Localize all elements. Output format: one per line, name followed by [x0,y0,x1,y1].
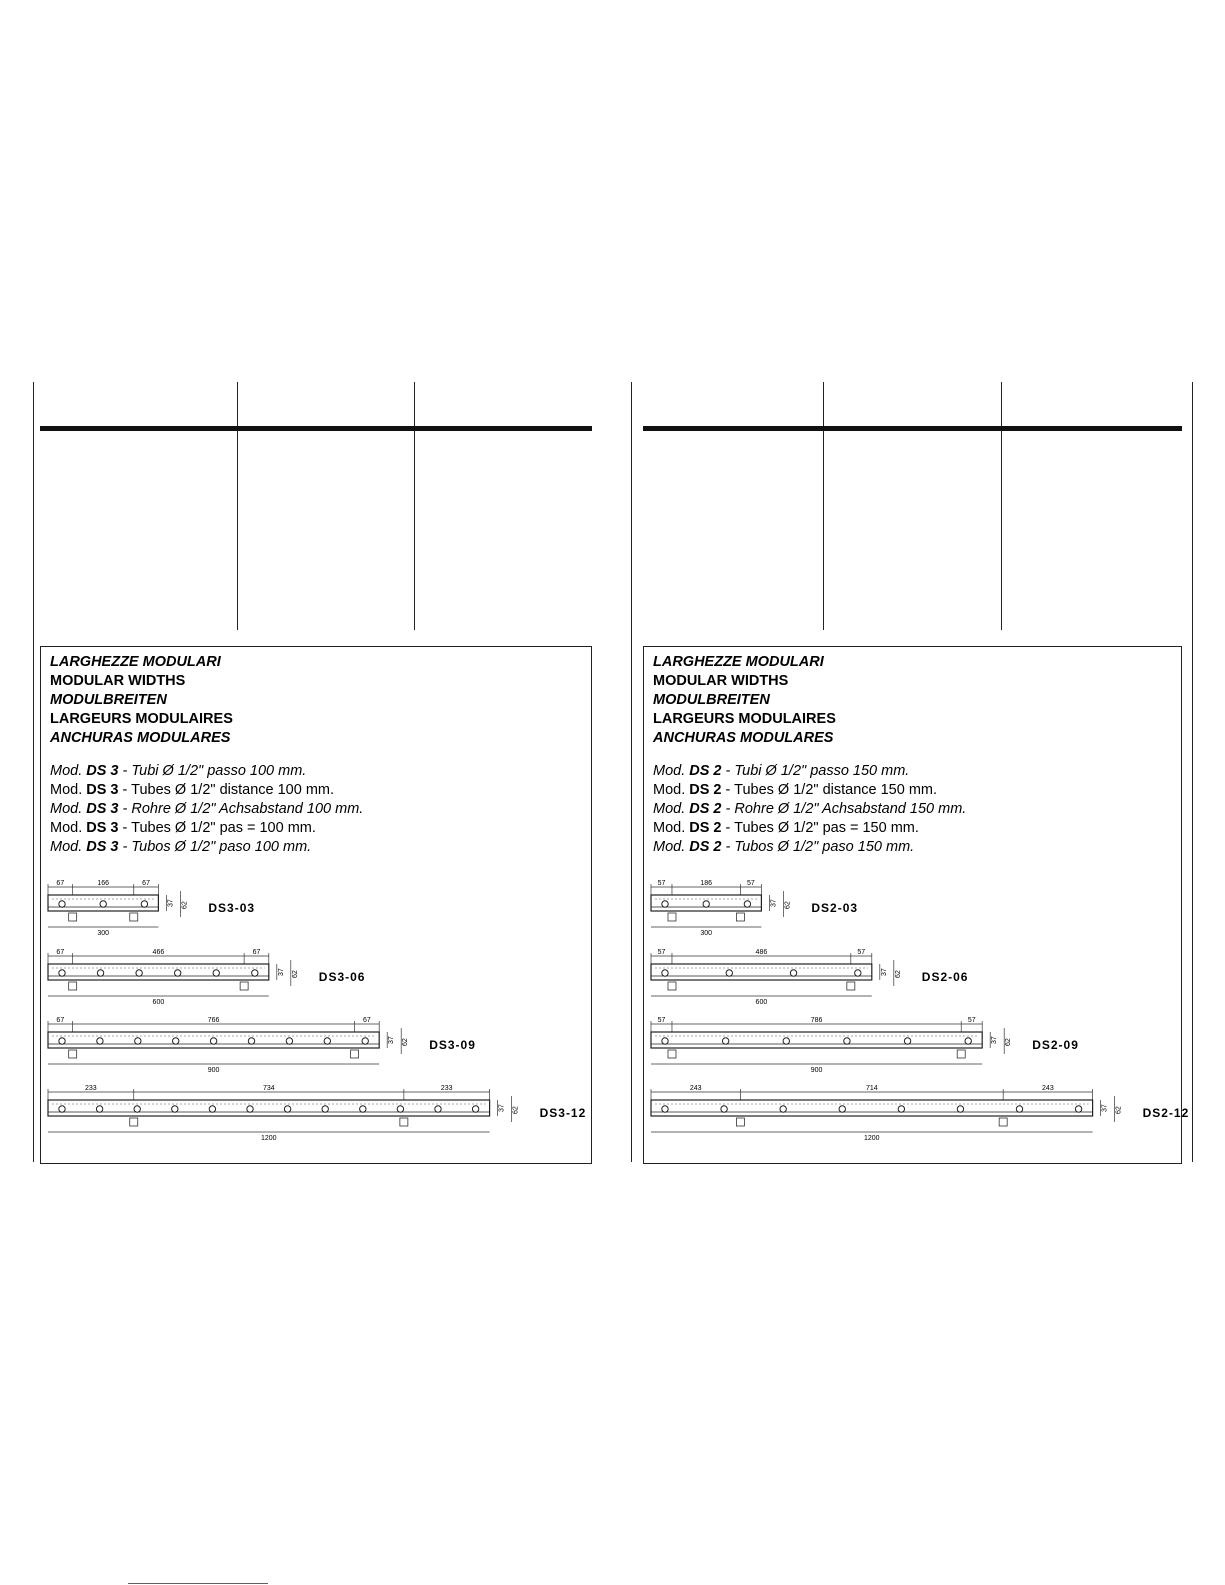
spec-model: DS 3 [86,763,119,779]
tube-connection [855,970,861,976]
tube-connection [97,970,103,976]
tube-connection [721,1106,727,1112]
spec-prefix: Mod. [50,801,87,817]
tube-connection [59,901,65,907]
heading-fr: LARGEURS MODULAIRES [653,711,836,727]
tube-connection [322,1106,328,1112]
dimension-label: 900 [810,1067,823,1074]
panel-headings [50,653,233,748]
heading-es: ANCHURAS MODULARES [653,730,834,746]
spec-line [653,838,966,857]
spec-model: DS 3 [86,782,119,798]
technical-drawings [649,877,1190,1157]
spec-line [653,800,966,819]
manifold-body [48,1100,490,1116]
spec-model: DS 3 [86,839,119,855]
spec-text: - Tubos Ø 1/2" paso 150 mm. [721,839,915,855]
column-rule [33,382,34,1162]
bracket [999,1118,1007,1126]
spec-line [50,781,363,800]
spec-line [653,781,966,800]
height-label: 62 [512,1106,520,1114]
bracket [351,1050,359,1058]
bracket [668,913,676,921]
modular-widths-panel-ds3 [40,646,592,1164]
tube-connection [662,901,668,907]
bracket [69,1050,77,1058]
tube-connection [59,1038,65,1044]
tube-connection [360,1106,366,1112]
model-label: DS3-06 [318,970,366,984]
tube-connection [141,901,147,907]
bracket [736,913,744,921]
dimension-label: 243 [689,1085,702,1092]
tube-connection [100,901,106,907]
bracket [957,1050,965,1058]
dimension-label: 186 [700,880,713,887]
model-label: DS3-03 [208,901,256,915]
tube-connection [324,1038,330,1044]
model-label: DS2-12 [1142,1106,1190,1120]
bracket [69,982,77,990]
tube-connection [172,1106,178,1112]
spec-text: - Tubi Ø 1/2" passo 150 mm. [721,763,910,779]
spec-model: DS 3 [86,820,119,836]
manifold-body [651,1100,1093,1116]
dimension-label: 233 [440,1085,453,1092]
tube-connection [662,1106,668,1112]
tube-connection [1016,1106,1022,1112]
tube-connection [59,970,65,976]
spec-prefix: Mod. [653,839,690,855]
dimension-label: 300 [700,930,713,937]
bracket [400,1118,408,1126]
tube-connection [744,901,750,907]
dimension-label: 67 [252,949,261,956]
model-specs [50,762,363,857]
height-label: 62 [402,1038,410,1046]
column-rule [631,382,632,1162]
dimension-label: 300 [97,930,110,937]
spec-line [50,819,363,838]
column-rule [1001,382,1002,630]
model-label: DS2-09 [1032,1038,1079,1052]
spec-prefix: Mod. [50,782,87,798]
manifold-body [651,1032,982,1048]
tube-connection [134,1106,140,1112]
heading-en: MODULAR WIDTHS [50,673,186,689]
model-label: DS2-03 [811,901,859,915]
dimension-label: 67 [56,949,65,956]
heading-fr: LARGEURS MODULAIRES [50,711,233,727]
model-label: DS3-09 [429,1038,476,1052]
spec-prefix: Mod. [50,839,87,855]
tube-connection [780,1106,786,1112]
spec-text: - Tubes Ø 1/2" pas = 150 mm. [721,820,919,836]
dimension-label: 766 [207,1017,220,1024]
height-label: 37 [770,899,778,907]
dimension-label: 233 [85,1085,97,1092]
tube-connection [210,1038,216,1044]
spec-text: - Tubes Ø 1/2" pas = 100 mm. [118,820,316,836]
tube-connection [284,1106,290,1112]
bracket [130,913,138,921]
spec-line [50,800,363,819]
tube-connection [173,1038,179,1044]
dimension-label: 166 [97,880,110,887]
column-rule [414,382,415,630]
tube-connection [135,1038,141,1044]
tube-connection [174,970,180,976]
heading-en: MODULAR WIDTHS [653,673,789,689]
modular-widths-panel-ds2 [643,646,1190,1164]
column-rule [1192,382,1193,1162]
tube-connection [662,970,668,976]
tube-connection [252,970,258,976]
model-label: DS2-06 [921,970,969,984]
tube-connection [97,1038,103,1044]
height-label: 62 [784,901,792,909]
dimension-label: 486 [755,949,768,956]
dimension-label: 57 [747,880,755,887]
height-label: 37 [277,968,285,976]
tube-connection [904,1038,910,1044]
heading-it: LARGHEZZE MODULARI [50,654,221,670]
spec-text: - Tubi Ø 1/2" passo 100 mm. [118,763,307,779]
tube-connection [213,970,219,976]
heading-de: MODULBREITEN [50,692,167,708]
footer-link-underline [128,1583,268,1584]
height-label: 37 [880,968,888,976]
tube-connection [248,1038,254,1044]
column-rule [237,382,238,630]
tube-connection [136,970,142,976]
dimension-label: 243 [1042,1085,1054,1092]
dimension-label: 714 [865,1085,878,1092]
spec-line [653,762,966,781]
bracket [847,982,855,990]
tube-connection [247,1106,253,1112]
spec-model: DS 2 [689,801,722,817]
spec-line [653,819,966,838]
spec-text: - Tubes Ø 1/2" distance 150 mm. [721,782,938,798]
dimension-label: 734 [262,1085,275,1092]
tube-connection [957,1106,963,1112]
spec-prefix: Mod. [653,820,690,836]
model-specs [653,762,966,857]
dimension-label: 67 [362,1017,371,1024]
dimension-label: 67 [142,880,150,887]
dimension-label: 67 [56,880,65,887]
spec-prefix: Mod. [50,820,87,836]
tube-connection [703,901,709,907]
spec-line [50,838,363,857]
spec-prefix: Mod. [50,763,87,779]
spec-prefix: Mod. [653,801,690,817]
column-rule [823,382,824,630]
height-label: 37 [167,899,175,907]
bracket [736,1118,744,1126]
panel-headings [653,653,836,748]
dimension-label: 67 [56,1017,65,1024]
spec-text: - Tubos Ø 1/2" paso 100 mm. [118,839,312,855]
bracket [130,1118,138,1126]
manifold-body [651,964,872,980]
tube-connection [472,1106,478,1112]
tube-connection [965,1038,971,1044]
tube-connection [783,1038,789,1044]
tube-connection [726,970,732,976]
height-label: 62 [291,970,299,978]
height-label: 37 [498,1104,506,1112]
dimension-label: 57 [657,949,666,956]
dimension-label: 786 [810,1017,823,1024]
bracket [668,1050,676,1058]
spec-model: DS 2 [689,763,722,779]
tube-connection [362,1038,368,1044]
manifold-body [48,964,269,980]
bracket [668,982,676,990]
tube-connection [662,1038,668,1044]
height-label: 62 [894,970,902,978]
tube-connection [898,1106,904,1112]
spec-prefix: Mod. [653,782,690,798]
tube-connection [59,1106,65,1112]
tube-connection [435,1106,441,1112]
tube-connection [96,1106,102,1112]
dimension-label: 600 [755,999,768,1006]
heading-es: ANCHURAS MODULARES [50,730,231,746]
spec-model: DS 2 [689,820,722,836]
bracket [240,982,248,990]
spec-model: DS 2 [689,782,722,798]
tube-connection [397,1106,403,1112]
header-bar [40,426,592,431]
height-label: 37 [1101,1104,1109,1112]
tube-connection [722,1038,728,1044]
dimension-label: 57 [657,1017,666,1024]
tube-connection [839,1106,845,1112]
spec-text: - Tubes Ø 1/2" distance 100 mm. [118,782,335,798]
height-label: 62 [181,901,189,909]
tube-connection [790,970,796,976]
height-label: 62 [1115,1106,1123,1114]
height-label: 62 [1005,1038,1013,1046]
tube-connection [1075,1106,1081,1112]
spec-line [50,762,363,781]
height-label: 37 [388,1036,396,1044]
tube-connection [286,1038,292,1044]
tube-connection [209,1106,215,1112]
tube-connection [844,1038,850,1044]
spec-text: - Rohre Ø 1/2" Achsabstand 100 mm. [118,801,364,817]
dimension-label: 57 [967,1017,976,1024]
bracket [69,913,77,921]
heading-it: LARGHEZZE MODULARI [653,654,824,670]
dimension-label: 1200 [864,1135,880,1142]
dimension-label: 900 [207,1067,220,1074]
dimension-label: 57 [657,880,666,887]
technical-drawings [46,877,586,1157]
spec-model: DS 2 [689,839,722,855]
heading-de: MODULBREITEN [653,692,770,708]
header-bar [643,426,1182,431]
spec-text: - Rohre Ø 1/2" Achsabstand 150 mm. [721,801,967,817]
dimension-label: 1200 [261,1135,277,1142]
spec-model: DS 3 [86,801,119,817]
model-label: DS3-12 [539,1106,587,1120]
dimension-label: 600 [152,999,165,1006]
dimension-label: 466 [152,949,165,956]
spec-prefix: Mod. [653,763,690,779]
dimension-label: 57 [857,949,866,956]
height-label: 37 [991,1036,999,1044]
